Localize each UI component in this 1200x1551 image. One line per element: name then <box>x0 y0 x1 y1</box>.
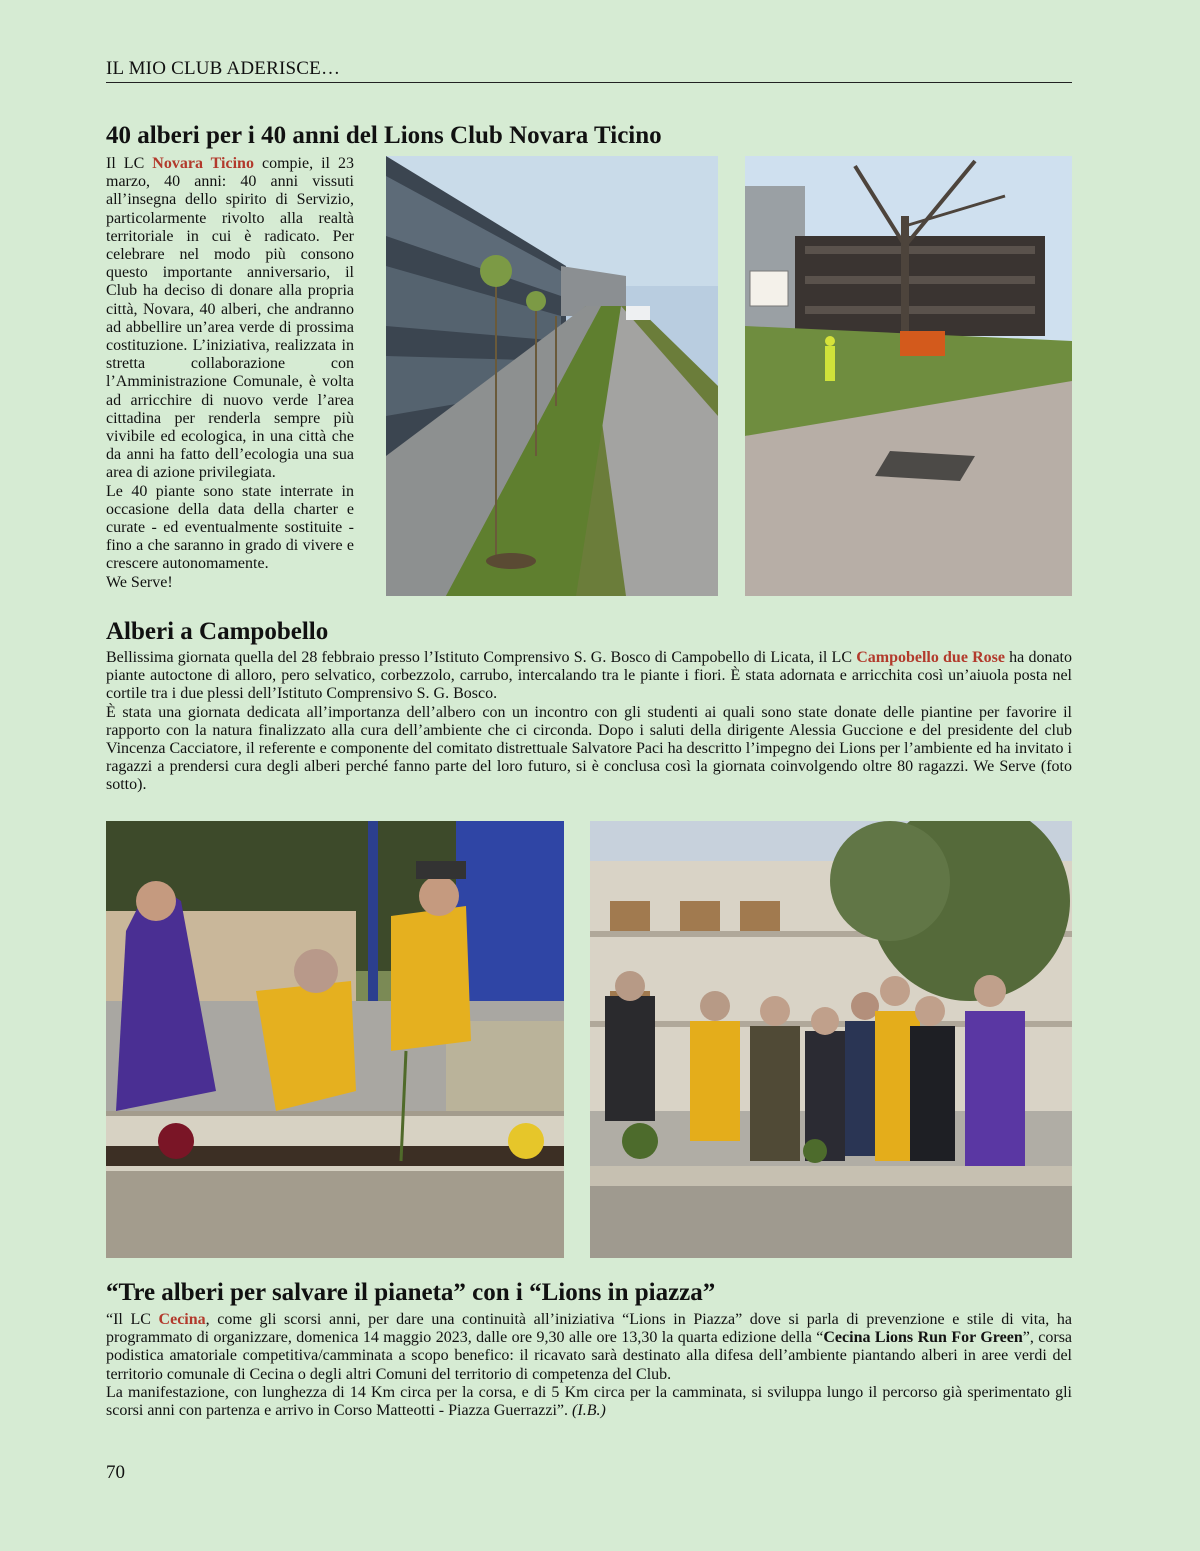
article1-paragraph-2: Le 40 piante sono state interrate in occasione della data della charter e curate - ed eventualmente sostituite - fino a che saranno in grado di vivere e crescere autonomamente. <box>106 482 354 573</box>
article3-p1-mid: , come gli scorsi anni, per dare una continuità all’iniziativa “Lions in Piazza” dove si parla di prevenzione e stile di vita, ha programmato di organizzare, domenica 14 maggio 2023, dalle ore 9,30 alle ore 13,30 la quarta edizione della “ <box>106 1311 1072 1347</box>
article3-paragraph-1 <box>106 1311 1072 1384</box>
article2-p1-lead: Bellissima giornata quella del 28 febbraio presso l’Istituto Comprensivo S. G. Bosco di Campobello di Licata, il LC <box>106 649 857 666</box>
article2-paragraph-2: È stata una giornata dedicata all’importanza dell’albero con un incontro con gli studenti ai quali sono state donate delle piantine per favorire il rapporto con la natura finalizzato alla cura dell’ambiente che ci circonda. Dopo i saluti della dirigente Alessia Guccione e del presidente del club Vincenza Cacciatore, il referente e componente del comitato distrettuale Salvatore Paci ha descritto l’impegno dei Lions per l’ambiente ed ha invitato i ragazzi a prendersi cura degli alberi perché fanno parte del loro futuro, si è conclusa così la giornata coinvolgendo oltre 80 ragazzi. We Serve (foto sotto). <box>106 703 1072 794</box>
header-rule <box>106 82 1072 83</box>
photo-park-planting <box>745 156 1072 596</box>
article3-p1-rest: ”, corsa podistica amatoriale competitiva/camminata a scopo benefico: il ricavato sarà destinato alla difesa dell’ambiente piantando alberi in aree verdi del territorio comunale di Cecina o degli altri Comuni del territorio di competenza del Club. <box>106 1329 1073 1383</box>
article1-title: 40 alberi per i 40 anni del Lions Club Novara Ticino <box>106 122 662 149</box>
article2-title: Alberi a Campobello <box>106 618 329 645</box>
running-header: IL MIO CLUB ADERISCE… <box>106 58 341 79</box>
article3-body <box>106 1311 1072 1420</box>
club-name-campobello: Campobello due Rose <box>856 649 1005 666</box>
article3-paragraph-2 <box>106 1384 1072 1420</box>
club-name-novara: Novara Ticino <box>152 155 254 172</box>
page-number: 70 <box>106 1462 125 1483</box>
article3-title: “Tre alberi per salvare il pianeta” con i “Lions in piazza” <box>106 1279 716 1306</box>
article1-p1-lead: Il LC <box>106 155 153 172</box>
photo-group <box>590 821 1072 1258</box>
article1-p1-rest: compie, il 23 marzo, 40 anni: 40 anni vissuti all’insegna dello spirito di Servizio, particolarmente rivolto alla realtà territoriale in cui è radicato. Per celebrare nel modo più consono questo importante anniversario, il Club ha deciso di donare alla propria città, Novara, 40 alberi, che andranno ad abbellire un’area verde di prossima costituzione. L’iniziativa, realizzata in stretta collaborazione con l’Amministrazione Comunale, è volta ad arricchire di nuovo verde l’area cittadina per renderla sempre più vivibile ed ecologica, in una città che da anni ha fatto dell’ecologia una sua area di azione privilegiata. <box>106 155 355 482</box>
event-name: Cecina Lions Run For Green <box>823 1329 1023 1347</box>
article1-paragraph-3: We Serve! <box>106 573 173 591</box>
photo-lions-planting <box>106 821 564 1258</box>
author-signature: (I.B.) <box>572 1402 606 1420</box>
article3-p1-lead: “Il LC <box>106 1311 159 1328</box>
article3-p2-text: La manifestazione, con lunghezza di 14 Km circa per la corsa, e di 5 Km circa per la camminata, si sviluppa lungo il percorso già sperimentato gli scorsi anni con partenza e arrivo in Corso Matteotti - Piazza Guerrazzi”. <box>106 1383 1072 1420</box>
article1-paragraph-1 <box>106 155 354 483</box>
article2-p1-rest: ha donato piante autoctone di alloro, pero selvatico, corbezzolo, carrubo, intercalando tra le piante i fiori. È stata adornata e arricchita così un’aiuola posta nel cortile tra i due plessi dell’Istituto Comprensivo S. G. Bosco. <box>106 649 1073 703</box>
article1-body <box>106 155 354 592</box>
club-name-cecina: Cecina <box>158 1311 206 1328</box>
photo-tree-row-street <box>386 156 718 596</box>
article2-body <box>106 649 1072 795</box>
article2-paragraph-1 <box>106 649 1072 704</box>
